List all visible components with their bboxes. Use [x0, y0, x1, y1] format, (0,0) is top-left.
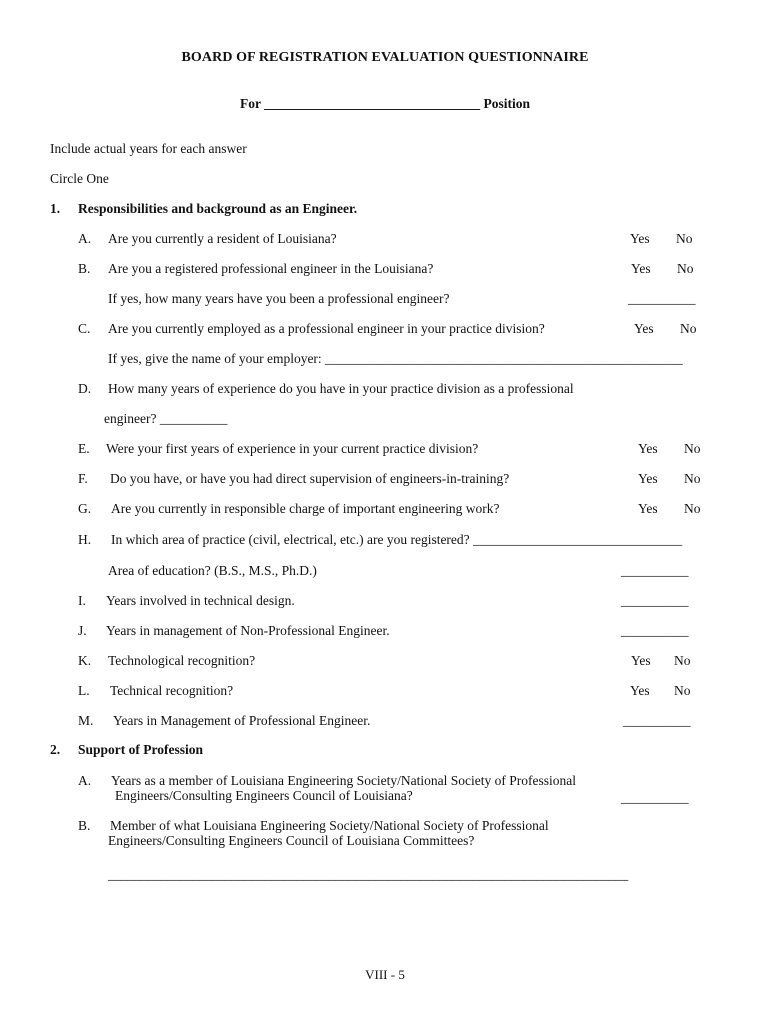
question-l-no[interactable]: No: [674, 683, 691, 698]
instructions-text: Include actual years for each answer: [50, 141, 247, 156]
question-c-employer-line[interactable]: If yes, give the name of your employer: _____________________________________________________: [108, 351, 683, 366]
question-d-text: How many years of experience do you have in your practice division as a professional: [108, 381, 574, 396]
question-f-text: Do you have, or have you had direct supervision of engineers-in-training?: [110, 471, 510, 486]
question-l-yes[interactable]: Yes: [630, 683, 650, 698]
question-h-education-text: Area of education? (B.S., M.S., Ph.D.): [108, 563, 317, 578]
question-b-no[interactable]: No: [677, 261, 694, 276]
section2-question-a-blank[interactable]: __________: [621, 790, 689, 805]
question-h-letter: H.: [78, 532, 92, 547]
question-f-yes[interactable]: Yes: [638, 471, 658, 486]
question-i-text: Years involved in technical design.: [106, 593, 295, 608]
section2-question-b-text-continued: Engineers/Consulting Engineers Council of Louisiana Committees?: [108, 833, 475, 848]
page-number: VIII - 5: [365, 967, 405, 982]
question-m-letter: M.: [78, 713, 94, 728]
question-e-letter: E.: [78, 441, 90, 456]
question-a-letter: A.: [78, 231, 92, 246]
question-i-letter: I.: [78, 593, 86, 608]
section2-question-b-answer-line[interactable]: ________________________________________________________________________________: [108, 867, 628, 882]
question-m-text: Years in Management of Professional Engineer.: [113, 713, 371, 728]
question-l-text: Technical recognition?: [110, 683, 234, 698]
question-g-yes[interactable]: Yes: [638, 501, 658, 516]
question-k-yes[interactable]: Yes: [631, 653, 651, 668]
question-g-no[interactable]: No: [684, 501, 701, 516]
question-j-text: Years in management of Non-Professional Engineer.: [106, 623, 390, 638]
question-b-text: Are you a registered professional engineer in the Louisiana?: [108, 261, 434, 276]
question-j-letter: J.: [78, 623, 87, 638]
section1-heading: Responsibilities and background as an Engineer.: [78, 201, 358, 216]
question-e-no[interactable]: No: [684, 441, 701, 456]
section2-question-a-text-continued: Engineers/Consulting Engineers Council of Louisiana?: [115, 788, 413, 803]
question-e-yes[interactable]: Yes: [638, 441, 658, 456]
question-f-letter: F.: [78, 471, 88, 486]
question-k-text: Technological recognition?: [108, 653, 256, 668]
question-g-letter: G.: [78, 501, 92, 516]
section2-heading: Support of Profession: [78, 742, 204, 757]
question-m-blank[interactable]: __________: [623, 713, 691, 728]
question-c-yes[interactable]: Yes: [634, 321, 654, 336]
section2-question-a-letter: A.: [78, 773, 92, 788]
page-title: BOARD OF REGISTRATION EVALUATION QUESTIONNAIRE: [181, 50, 589, 65]
question-d-letter: D.: [78, 381, 92, 396]
question-l-letter: L.: [78, 683, 90, 698]
position-line: For ________________________________ Position: [240, 96, 530, 111]
question-c-text: Are you currently employed as a professional engineer in your practice division?: [108, 321, 545, 336]
question-a-yes[interactable]: Yes: [630, 231, 650, 246]
question-f-no[interactable]: No: [684, 471, 701, 486]
question-e-text: Were your first years of experience in your current practice division?: [106, 441, 479, 456]
question-d-text-continued[interactable]: engineer? __________: [104, 411, 228, 426]
circle-one-text: Circle One: [50, 171, 109, 186]
section2-question-b-letter: B.: [78, 818, 91, 833]
question-h-text[interactable]: In which area of practice (civil, electrical, etc.) are you registered? _______________________________: [111, 532, 683, 547]
question-c-letter: C.: [78, 321, 91, 336]
section2-question-b-text: Member of what Louisiana Engineering Society/National Society of Professional: [110, 818, 549, 833]
question-a-text: Are you currently a resident of Louisiana?: [108, 231, 337, 246]
question-k-no[interactable]: No: [674, 653, 691, 668]
question-b-yes[interactable]: Yes: [631, 261, 651, 276]
section2-question-a-text: Years as a member of Louisiana Engineering Society/National Society of Professional: [111, 773, 577, 788]
section1-number: 1.: [50, 201, 61, 216]
question-k-letter: K.: [78, 653, 92, 668]
question-j-blank[interactable]: __________: [621, 623, 689, 638]
question-g-text: Are you currently in responsible charge of important engineering work?: [111, 501, 500, 516]
question-i-blank[interactable]: __________: [621, 593, 689, 608]
question-b-followup-text: If yes, how many years have you been a professional engineer?: [108, 291, 450, 306]
question-b-letter: B.: [78, 261, 91, 276]
question-a-no[interactable]: No: [676, 231, 693, 246]
section2-number: 2.: [50, 742, 61, 757]
question-c-no[interactable]: No: [680, 321, 697, 336]
question-b-followup-blank[interactable]: __________: [628, 291, 696, 306]
question-h-education-blank[interactable]: __________: [621, 563, 689, 578]
